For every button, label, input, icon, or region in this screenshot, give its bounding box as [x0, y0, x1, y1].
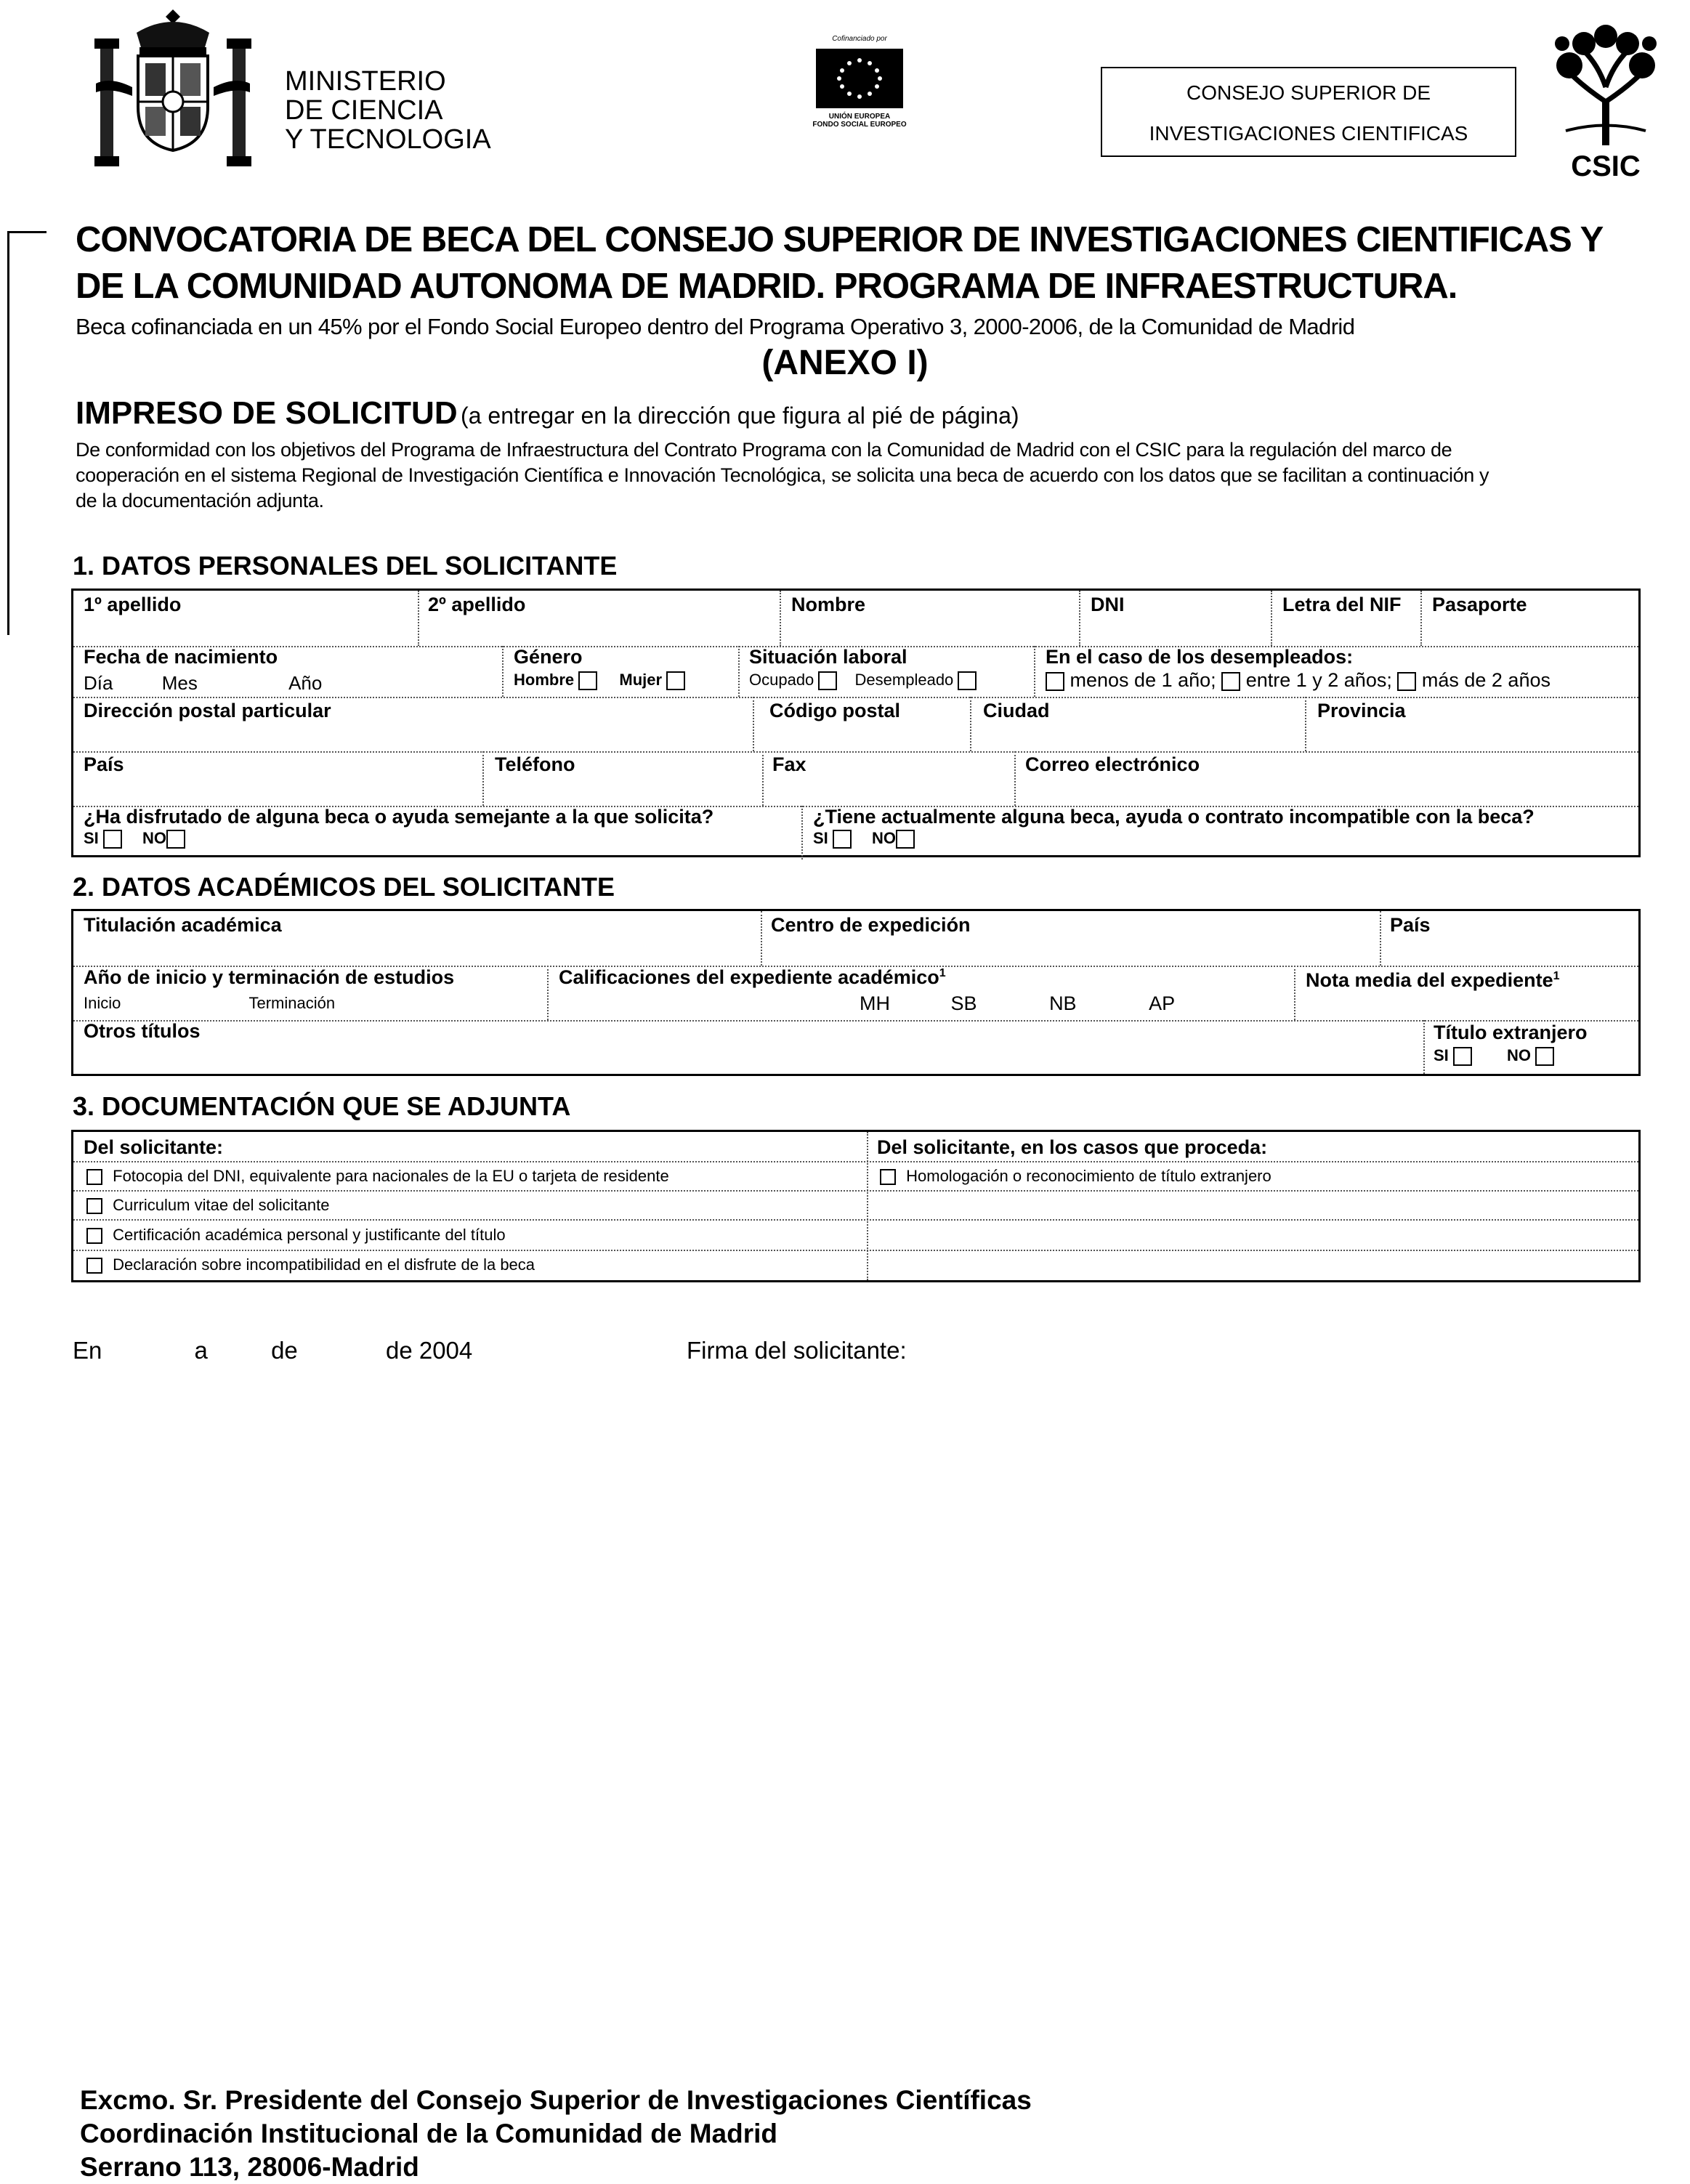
otros-titulos-field[interactable]: Otros títulos	[84, 1020, 201, 1042]
ano-inicio-label: Año de inicio y terminación de estudios	[84, 966, 455, 988]
anexo-label: (ANEXO I)	[761, 344, 929, 382]
entre12-checkbox[interactable]	[1221, 672, 1240, 691]
beca-no-checkbox[interactable]	[166, 830, 185, 849]
titulacion-field[interactable]: Titulación académica	[84, 914, 282, 936]
eu-logo: Cofinanciado por UNIÓN EUROPEA FONDO SOCIAL EUROPEO	[812, 35, 907, 129]
extranjero-no-checkbox[interactable]	[1535, 1047, 1554, 1066]
impreso-heading: IMPRESO DE SOLICITUD (a entregar en la dirección que figura al pié de página)	[76, 395, 1019, 431]
letra-nif-field[interactable]: Letra del NIF	[1282, 594, 1402, 615]
title-line-1: CONVOCATORIA DE BECA DEL CONSEJO SUPERIOR DE INVESTIGACIONES CIENTIFICAS Y	[76, 220, 1604, 259]
calificaciones-label: Calificaciones del expediente académico$^1$	[559, 966, 946, 988]
incompatible-question: ¿Tiene actualmente alguna beca, ayuda o contrato incompatible con la beca?	[813, 806, 1535, 828]
beca-options: SI NO	[84, 829, 185, 849]
genero-options: Hombre Mujer	[514, 671, 685, 690]
apellido1-field[interactable]: 1º apellido	[84, 594, 182, 615]
pais-field[interactable]: País	[84, 753, 124, 775]
doc-item-homologacion: Homologación o reconocimiento de título extranjero	[880, 1167, 1271, 1186]
consejo-box: CONSEJO SUPERIOR DE INVESTIGACIONES CIENTIFICAS	[1101, 67, 1516, 157]
ano-inicio-parts[interactable]: Inicio Terminación	[84, 994, 336, 1012]
doc-item-cv: Curriculum vitae del solicitante	[86, 1196, 329, 1215]
codigo-postal-field[interactable]: Código postal	[769, 700, 900, 721]
titulo-extranjero-label: Título extranjero	[1434, 1022, 1588, 1043]
centro-field[interactable]: Centro de expedición	[771, 914, 971, 936]
extranjero-si-checkbox[interactable]	[1453, 1047, 1472, 1066]
situacion-laboral-label: Situación laboral	[749, 646, 907, 668]
incompatible-si-checkbox[interactable]	[833, 830, 852, 849]
telefono-field[interactable]: Teléfono	[495, 753, 575, 775]
doc-homologacion-checkbox[interactable]	[880, 1169, 896, 1185]
fecha-nacimiento-label: Fecha de nacimiento	[84, 646, 278, 668]
dni-field[interactable]: DNI	[1091, 594, 1125, 615]
section-1-title: 1. DATOS PERSONALES DEL SOLICITANTE	[73, 551, 618, 581]
doc-dni-checkbox[interactable]	[86, 1169, 102, 1185]
doc-certificacion-checkbox[interactable]	[86, 1228, 102, 1244]
apellido2-field[interactable]: 2º apellido	[428, 594, 526, 615]
menos1-checkbox[interactable]	[1046, 672, 1064, 691]
mujer-checkbox[interactable]	[666, 671, 685, 690]
pasaporte-field[interactable]: Pasaporte	[1432, 594, 1527, 615]
situacion-options: Ocupado Desempleado	[749, 671, 977, 690]
desempleado-checkbox[interactable]	[958, 671, 977, 690]
fax-field[interactable]: Fax	[772, 753, 806, 775]
section-3-table	[71, 1130, 1641, 1282]
beca-question: ¿Ha disfrutado de alguna beca o ayuda semejante a la que solicita?	[84, 806, 714, 828]
signature-place-date[interactable]: En a de de 2004	[73, 1337, 473, 1364]
incompatible-options: SI NO	[813, 829, 915, 849]
doc-item-certificacion: Certificación académica personal y justificante del título	[86, 1226, 506, 1245]
ministry-name: MINISTERIO DE CIENCIA Y TECNOLOGIA	[285, 66, 491, 155]
desempleados-options: menos de 1 año; entre 1 y 2 años; más de 2 años	[1046, 669, 1550, 692]
section-1-table	[71, 589, 1641, 857]
title-line-2: DE LA COMUNIDAD AUTONOMA DE MADRID. PROGRAMA DE INFRAESTRUCTURA.	[76, 267, 1457, 306]
titulo-extranjero-options: SI NO	[1434, 1046, 1554, 1066]
genero-label: Género	[514, 646, 583, 668]
provincia-field[interactable]: Provincia	[1317, 700, 1406, 721]
title-subtitle: Beca cofinanciada en un 45% por el Fondo Social Europeo dentro del Programa Operativo 3, 2000-2006, de la Comunidad de Madrid	[76, 314, 1355, 339]
section-2-title: 2. DATOS ACADÉMICOS DEL SOLICITANTE	[73, 872, 615, 902]
csic-logo: CSIC	[1548, 22, 1664, 182]
fecha-nacimiento-parts[interactable]: Día Mes Año	[84, 672, 323, 694]
tree-icon	[1551, 22, 1660, 145]
pais-academico-field[interactable]: País	[1390, 914, 1431, 936]
doc-item-dni: Fotocopia del DNI, equivalente para nacionales de la EU o tarjeta de residente	[86, 1167, 669, 1186]
coat-of-arms-logo	[86, 4, 260, 178]
ciudad-field[interactable]: Ciudad	[983, 700, 1050, 721]
direccion-field[interactable]: Dirección postal particular	[84, 700, 331, 721]
correo-field[interactable]: Correo electrónico	[1025, 753, 1200, 775]
beca-si-checkbox[interactable]	[103, 830, 122, 849]
eu-flag-icon	[816, 49, 903, 108]
nota-media-field[interactable]: Nota media del expediente$^1$	[1306, 969, 1560, 991]
doc-cv-checkbox[interactable]	[86, 1198, 102, 1214]
calificaciones-grades[interactable]: MH SB NB AP	[860, 992, 1176, 1014]
mas2-checkbox[interactable]	[1397, 672, 1416, 691]
section-3-title: 3. DOCUMENTACIÓN QUE SE ADJUNTA	[73, 1091, 571, 1121]
ocupado-checkbox[interactable]	[818, 671, 837, 690]
incompatible-no-checkbox[interactable]	[896, 830, 915, 849]
docs-right-header: Del solicitante, en los casos que proceda:	[877, 1136, 1268, 1158]
impreso-intro: De conformidad con los objetivos del Programa de Infraestructura del Contrato Programa con la Comunidad de Madrid con el CSIC para la regulación del marco de cooperación en el sistema Regional de Investigación Científica e Innovación Tecnológica, se solicita una beca de acuerdo con los datos que se facilitan a continuación y de la documentación adjunta.	[76, 439, 1489, 511]
left-margin-bracket	[7, 231, 47, 635]
hombre-checkbox[interactable]	[578, 671, 597, 690]
section-2-table	[71, 909, 1641, 1076]
desempleados-label: En el caso de los desempleados:	[1046, 646, 1354, 668]
docs-left-header: Del solicitante:	[84, 1136, 224, 1158]
doc-declaracion-checkbox[interactable]	[86, 1258, 102, 1274]
doc-item-declaracion: Declaración sobre incompatibilidad en el disfrute de la beca	[86, 1255, 535, 1274]
signature-label[interactable]: Firma del solicitante:	[687, 1337, 907, 1364]
nombre-field[interactable]: Nombre	[791, 594, 866, 615]
footer-address: Excmo. Sr. Presidente del Consejo Superior de Investigaciones Científicas Coordinación Institucional de la Comunidad de Madrid Serrano 113, 28006-Madrid	[80, 2085, 1032, 2182]
